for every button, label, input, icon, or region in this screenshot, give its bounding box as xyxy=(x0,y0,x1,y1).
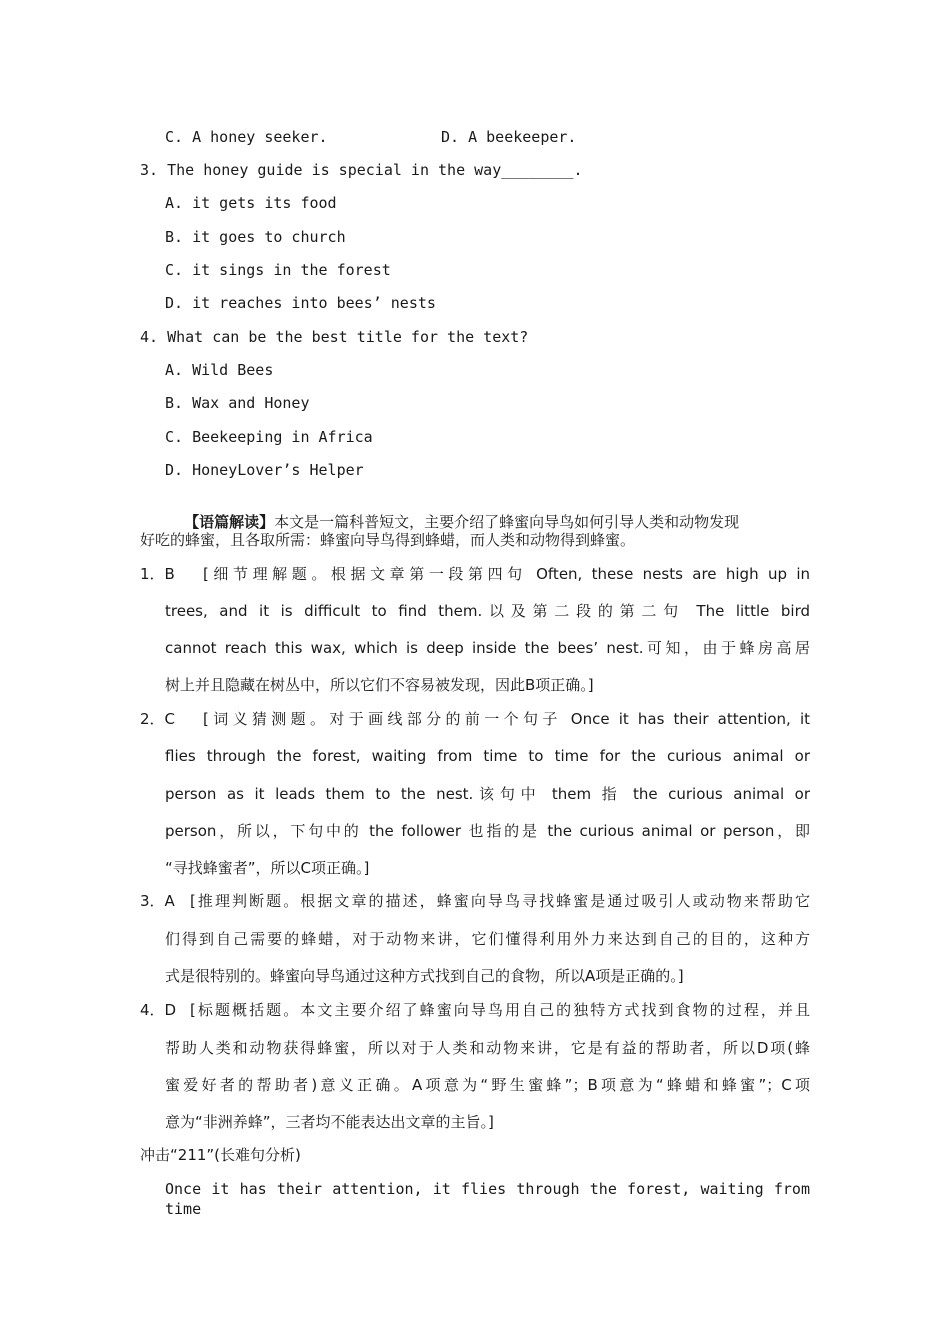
answer-1-label: 1．B xyxy=(140,565,175,583)
q3-option-d: D. it reaches into bees’ nests xyxy=(165,294,436,312)
q3-stem: 3. The honey guide is special in the way________. xyxy=(140,161,583,179)
q4-option-b: B. Wax and Honey xyxy=(165,394,310,412)
analysis-text-1: 本文是一篇科普短文，主要介绍了蜂蜜向导鸟如何引导人类和动物发现 xyxy=(274,513,740,531)
q3-option-b: B. it goes to church xyxy=(165,228,346,246)
answer-2-line-1: [词义猜测题。对于画线部分的前一个句子 Once it has their attention, it xyxy=(203,710,810,728)
answer-4-line-2: 帮助人类和动物获得蜂蜜，所以对于人类和动物来讲，它是有益的帮助者，所以D项(蜂 xyxy=(165,1039,810,1057)
answer-4-line-1: [标题概括题。本文主要介绍了蜂蜜向导鸟用自己的独特方式找到食物的过程，并且 xyxy=(190,1001,810,1019)
section-line-1: Once it has their attention, it flies through the forest, waiting from time xyxy=(165,1180,810,1218)
answer-4-line-3: 蜜爱好者的帮助者)意义正确。A项意为“野生蜜蜂”；B项意为“蜂蜡和蜂蜜”；C项 xyxy=(165,1076,810,1094)
answer-4-line-4: 意为“非洲养蜂”，三者均不能表达出文章的主旨。] xyxy=(165,1113,494,1131)
answer-2-line-5: “寻找蜂蜜者”，所以C项正确。] xyxy=(165,859,370,877)
answer-3-line-2: 们得到自己需要的蜂蜡，对于动物来讲，它们懂得利用外力来达到自己的目的，这种方 xyxy=(165,930,810,948)
q4-option-c: C. Beekeeping in Africa xyxy=(165,428,373,446)
answer-1-line-4: 树上并且隐藏在树丛中，所以它们不容易被发现，因此B项正确。] xyxy=(165,676,594,694)
q2-option-c: C. A honey seeker. xyxy=(165,128,328,146)
answer-2-line-3: person as it leads them to the nest.该句中 them 指 the curious animal or xyxy=(165,785,810,803)
analysis-heading: 【语篇解读】 xyxy=(184,513,275,531)
answer-2-line-2: flies through the forest, waiting from time to time for the curious animal or xyxy=(165,747,810,765)
answer-3-line-1: [推理判断题。根据文章的描述，蜂蜜向导鸟寻找蜂蜜是通过吸引人或动物来帮助它 xyxy=(190,892,810,910)
q4-option-a: A. Wild Bees xyxy=(165,361,274,379)
q4-option-d: D. HoneyLover’s Helper xyxy=(165,461,364,479)
section-title: 冲击“211”(长难句分析) xyxy=(140,1146,301,1164)
answer-3-label: 3．A xyxy=(140,892,175,910)
answer-3-line-3: 式是很特别的。蜂蜜向导鸟通过这种方式找到自己的食物，所以A项是正确的。] xyxy=(165,967,684,985)
q2-option-d: D. A beekeeper. xyxy=(441,128,577,146)
answer-2-label: 2．C xyxy=(140,710,176,728)
q4-stem: 4. What can be the best title for the text? xyxy=(140,328,529,346)
answer-1-line-3: cannot reach this wax, which is deep inside the bees’ nest.可知，由于蜂房高居 xyxy=(165,639,810,657)
answer-2-line-4: person，所以，下句中的 the follower 也指的是 the curious animal or person，即 xyxy=(165,822,810,840)
q3-option-c: C. it sings in the forest xyxy=(165,261,391,279)
analysis-line-2: 好吃的蜂蜜，且各取所需：蜂蜜向导鸟得到蜂蜡，而人类和动物得到蜂蜜。 xyxy=(140,531,636,549)
answer-1-line-1: [细节理解题。根据文章第一段第四句 Often, these nests are high up in xyxy=(203,565,810,583)
q3-option-a: A. it gets its food xyxy=(165,194,337,212)
answer-4-label: 4．D xyxy=(140,1001,177,1019)
answer-1-line-2: trees, and it is difficult to find them.以及第二段的第二句 The little bird xyxy=(165,602,810,620)
